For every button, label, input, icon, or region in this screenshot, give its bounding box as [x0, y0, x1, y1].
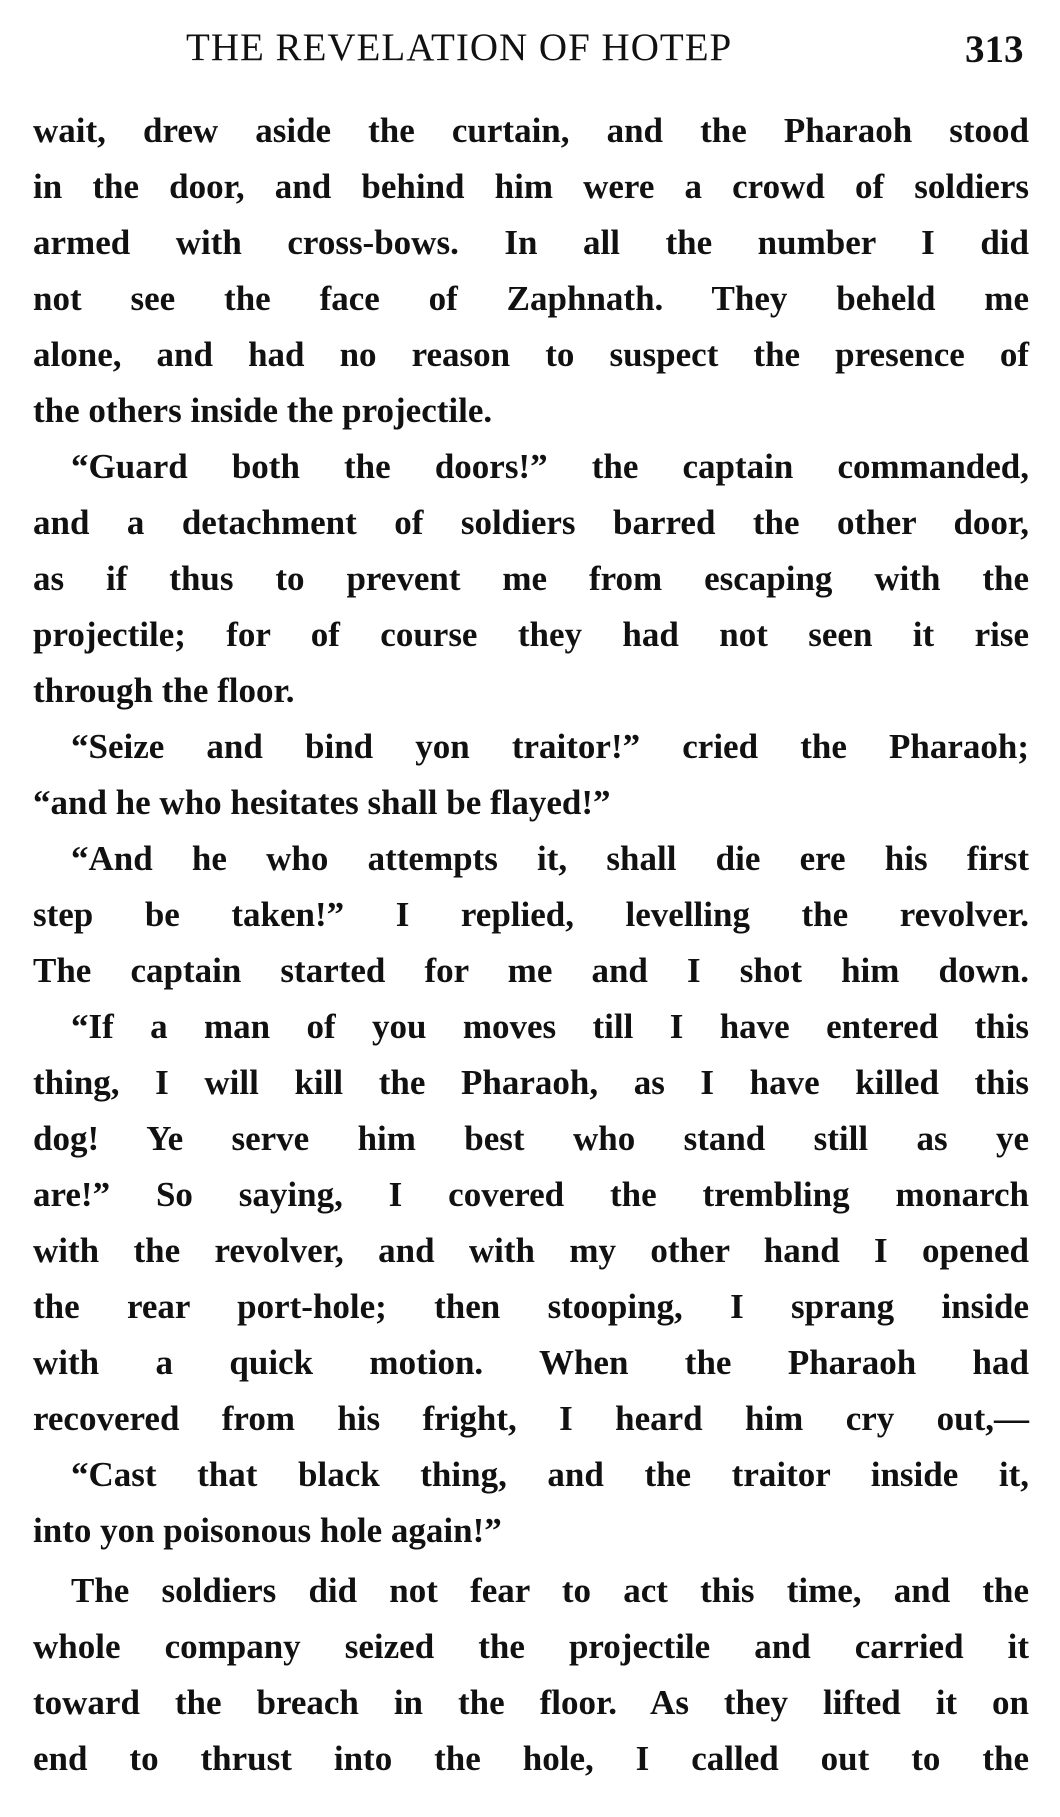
text-line: “And he who attempts it, shall die ere his first [71, 839, 1029, 878]
text-line: are!” So saying, I covered the trembling monarch [33, 1175, 1029, 1214]
text-line: through the floor. [33, 671, 295, 710]
paragraph [33, 831, 1029, 999]
text-line: dog! Ye serve him best who stand still as ye [33, 1119, 1029, 1158]
paragraph [33, 719, 1029, 831]
paragraph [33, 103, 1029, 439]
text-line: with a quick motion. When the Pharaoh had [33, 1343, 1029, 1382]
text-line: thing, I will kill the Pharaoh, as I have killed this [33, 1063, 1029, 1102]
text-line: the rear port-hole; then stooping, I sprang inside [33, 1287, 1029, 1326]
text-line: into yon poisonous hole again!” [33, 1511, 502, 1550]
text-line: “and he who hesitates shall be flayed!” [33, 783, 611, 822]
text-line: toward the breach in the floor. As they lifted it on [33, 1683, 1029, 1722]
text-line: “Seize and bind yon traitor!” cried the Pharaoh; [71, 727, 1029, 766]
text-line: not see the face of Zaphnath. They beheld me [33, 279, 1029, 318]
text-line: and a detachment of soldiers barred the other door, [33, 503, 1029, 542]
text-line: “Cast that black thing, and the traitor inside it, [71, 1455, 1029, 1494]
paragraph [33, 1447, 1029, 1559]
text-line: with the revolver, and with my other hand I opened [33, 1231, 1029, 1270]
text-line: projectile; for of course they had not seen it rise [33, 615, 1029, 654]
text-line: wait, drew aside the curtain, and the Pharaoh stood [33, 111, 1029, 150]
text-line: recovered from his fright, I heard him cry out,— [33, 1399, 1029, 1438]
text-line: alone, and had no reason to suspect the presence of [33, 335, 1029, 374]
page-number: 313 [965, 28, 1024, 71]
text-line: “Guard both the doors!” the captain commanded, [71, 447, 1029, 486]
text-line: armed with cross-bows. In all the number I did [33, 223, 1029, 262]
text-line: “If a man of you moves till I have entered this [71, 1007, 1029, 1046]
body-text [33, 103, 1029, 1787]
text-line: whole company seized the projectile and carried it [33, 1627, 1029, 1666]
text-line: The soldiers did not fear to act this time, and the [71, 1571, 1029, 1610]
paragraph [33, 1563, 1029, 1787]
paragraph [33, 999, 1029, 1447]
text-line: as if thus to prevent me from escaping with the [33, 559, 1029, 598]
text-line: in the door, and behind him were a crowd of soldiers [33, 167, 1029, 206]
paragraph [33, 439, 1029, 719]
text-line: the others inside the projectile. [33, 391, 493, 430]
text-line: The captain started for me and I shot him down. [33, 951, 1029, 990]
running-header [0, 18, 1060, 78]
text-line: step be taken!” I replied, levelling the revolver. [33, 895, 1029, 934]
running-title: THE REVELATION OF HOTEP [186, 26, 733, 69]
text-line: end to thrust into the hole, I called out to the [33, 1739, 1029, 1778]
